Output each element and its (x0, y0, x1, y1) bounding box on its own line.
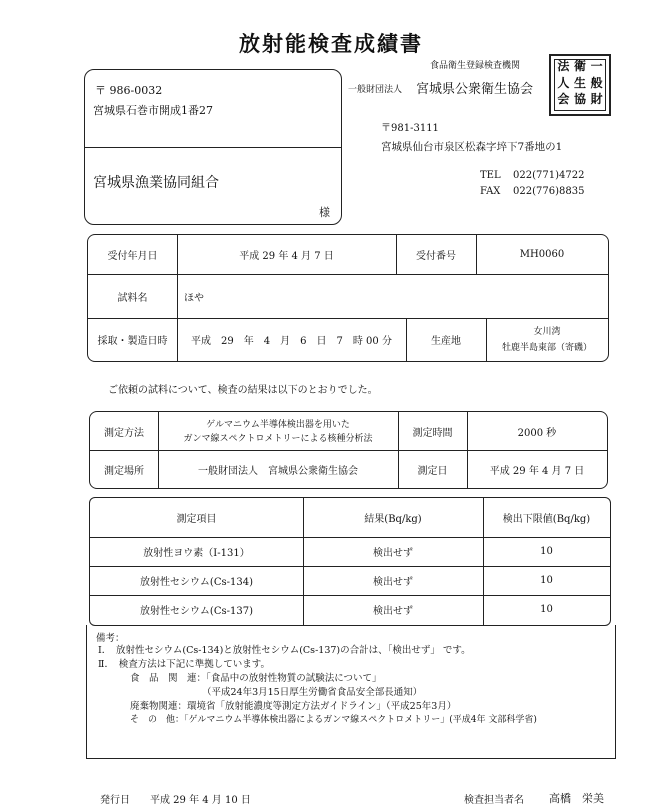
header-item: 測定項目 (176, 514, 217, 525)
row-result: 検出せず (373, 606, 413, 617)
sample-info-table (87, 234, 609, 362)
origin-label: 生産地 (431, 336, 461, 347)
received-date: 平成 29 年 4 月 7 日 (239, 251, 334, 262)
header-limit: 検出下限値(Bq/kg) (502, 514, 591, 525)
row-item: 放射性ヨウ素（I-131） (143, 548, 250, 559)
notes-heading: 備考： (96, 633, 125, 644)
issuer-tel: 022(771)4722 (513, 170, 585, 181)
measure-date: 平成 29 年 4 月 7 日 (489, 465, 585, 477)
sample-name: ほや (184, 292, 204, 304)
intro-text: ご依頼の試料について、検査の結果は以下のとおりでした。 (108, 385, 378, 396)
time-label: 測定時間 (412, 427, 453, 439)
notes-line4: （平成24年3月15日厚生労働省食品安全部長通知） (202, 687, 423, 698)
recipient-divider (85, 147, 341, 148)
recipient-honorific: 様 (319, 206, 330, 219)
issuer-org-name: 宮城県公衆衛生協会 (416, 82, 534, 97)
row-item: 放射性セシウム(Cs-134) (140, 577, 253, 588)
method-table (89, 411, 608, 489)
seal-char: 一 (590, 59, 603, 73)
issuer-tel-label: TEL (480, 170, 501, 181)
sample-name-label: 試料名 (117, 292, 148, 304)
measure-place: 一般財団法人 宮城県公衆衛生協会 (198, 465, 358, 477)
recipient-box (84, 69, 342, 225)
issuer-org-prefix: 一般財団法人 (348, 85, 403, 95)
recipient-postal: 〒 986-0032 (95, 84, 163, 97)
collected-label: 採取・製造日時 (97, 336, 168, 347)
issue-date-label: 発行日 (100, 795, 130, 806)
origin-line1: 女川湾 (533, 326, 561, 337)
measure-time: 2000 秒 (517, 427, 557, 439)
issuer-registration: 食品衛生登録検査機関 (430, 61, 521, 71)
recipient-address: 宮城県石巻市開成1番27 (93, 104, 213, 117)
row-limit: 10 (540, 575, 553, 586)
notes-line3: 食 品 関 連：「食品中の放射性物質の試験法について」 (130, 673, 382, 684)
issuer-postal: 〒981-3111 (381, 123, 439, 134)
date-label: 測定日 (417, 465, 448, 477)
place-label: 測定場所 (104, 465, 144, 477)
notes-line5: 廃棄物関連：環境省「放射能濃度等測定方法ガイドライン」（平成25年3月） (130, 701, 457, 712)
received-date-label: 受付年月日 (107, 251, 158, 262)
inspector-label: 検査担当者名 (464, 795, 524, 806)
method-label: 測定方法 (104, 427, 144, 439)
recipient-name: 宮城県漁業協同組合 (93, 175, 219, 191)
seal-char: 人 (557, 75, 570, 90)
seal-char: 衛 (573, 59, 586, 73)
official-seal (549, 54, 611, 116)
row-limit: 10 (540, 604, 553, 615)
results-table (89, 497, 611, 626)
issuer-address: 宮城県仙台市泉区松森字埣下7番地の1 (381, 141, 563, 153)
receipt-no: MH0060 (519, 249, 565, 260)
document-title: 放射能検査成績書 (239, 31, 423, 56)
row-item: 放射性セシウム(Cs-137) (140, 606, 253, 617)
row-limit: 10 (540, 546, 553, 557)
method-line1: ゲルマニウム半導体検出器を用いた (206, 419, 350, 430)
seal-char: 協 (573, 92, 586, 107)
row-result: 検出せず (373, 548, 413, 559)
seal-char: 会 (557, 92, 570, 107)
seal-char: 財 (590, 92, 603, 107)
notes-line1: Ⅰ． 放射性セシウム(Cs-134)と放射性セシウム(Cs-137)の合計は、「検出せず」 です。 (98, 645, 471, 656)
seal-char: 般 (590, 75, 603, 90)
seal-char: 法 (557, 59, 570, 73)
origin-line2: 牡鹿半島東部（寄磯） (501, 342, 592, 353)
issue-date: 平成 29 年 4 月 10 日 (150, 795, 251, 806)
notes-line6: そ の 他：「ゲルマニウム半導体検出器によるガンマ線スペクトロメトリー」(平成4年 文部科学省) (130, 715, 537, 725)
inspector-name: 高橋 栄美 (549, 792, 604, 805)
issuer-fax-label: FAX (480, 186, 501, 197)
header-result: 結果(Bq/kg) (364, 514, 422, 525)
receipt-no-label: 受付番号 (416, 251, 456, 262)
issuer-fax: 022(776)8835 (513, 186, 585, 197)
notes-line2: Ⅱ． 検査方法は下記に準拠しています。 (98, 659, 270, 670)
row-result: 検出せず (373, 577, 413, 588)
seal-char: 生 (573, 75, 586, 90)
method-line2: ガンマ線スペクトロメトリーによる核種分析法 (183, 433, 373, 444)
collected-datetime: 平成 29 年 4 月 6 日 7 時 00 分 (191, 336, 392, 347)
